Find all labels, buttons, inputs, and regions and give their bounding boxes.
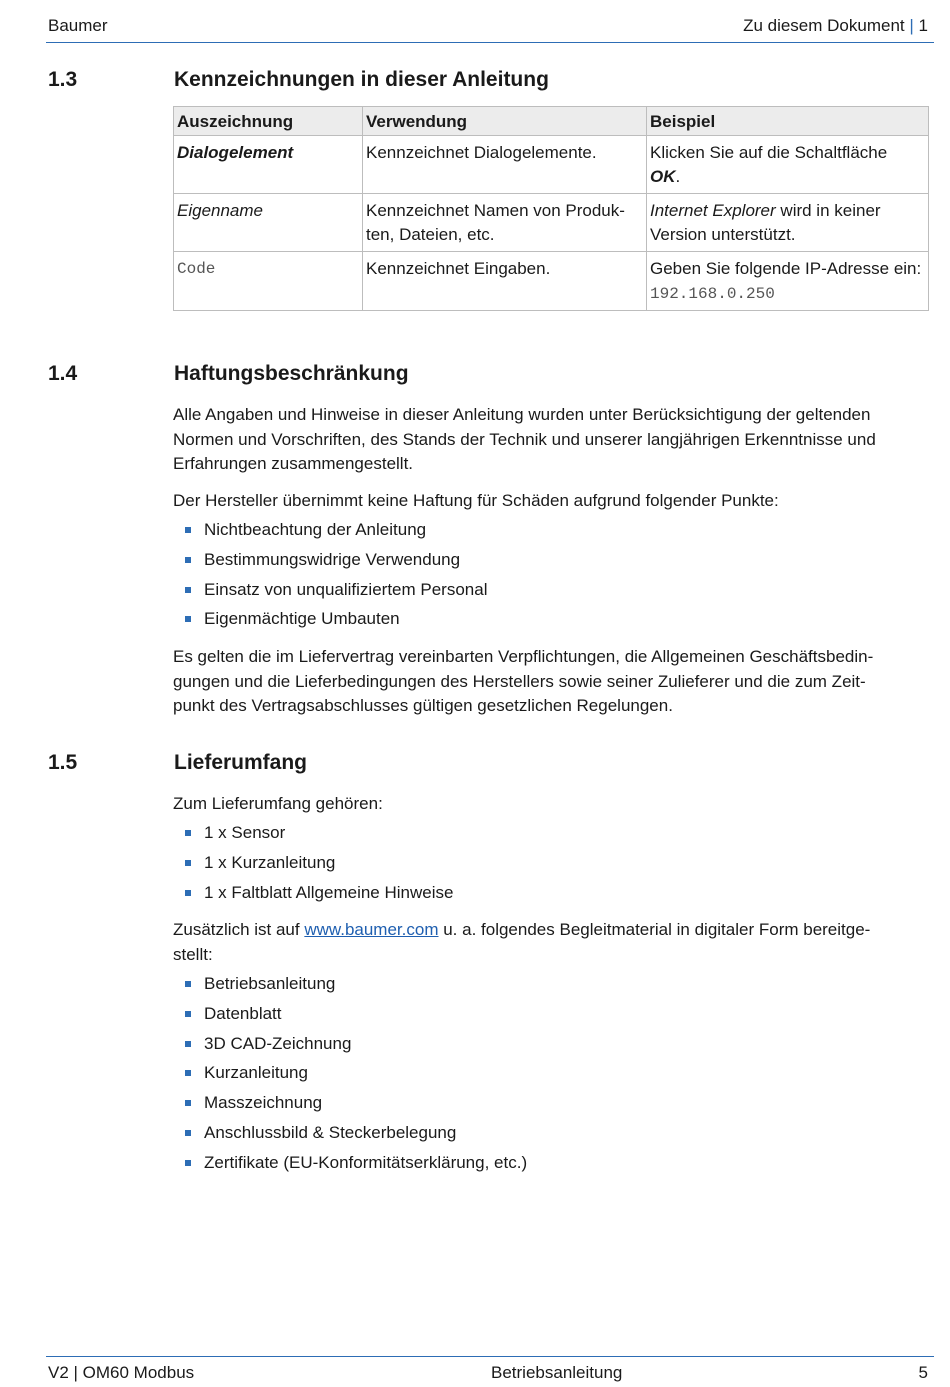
section-heading-1-5	[48, 751, 307, 775]
section-number: 1.3	[48, 68, 78, 91]
markings-table	[173, 106, 929, 311]
table-cell-example	[647, 136, 929, 194]
example-button-name: OK	[650, 167, 676, 186]
section-title: Lieferumfang	[174, 751, 308, 774]
page-footer	[46, 1356, 934, 1387]
table-cell-usage: Kennzeichnet Dialogelemente.	[363, 136, 647, 194]
table-cell-mark: Code	[174, 252, 363, 311]
list-item: Zertifikate (EU-Konformitätserklärung, etc.)	[173, 1151, 527, 1181]
section-number: 1.4	[48, 362, 78, 385]
header-chapter	[743, 16, 928, 36]
table-row	[174, 136, 929, 194]
list-item: Anschlussbild & Steckerbelegung	[173, 1121, 527, 1151]
table-cell-usage: Kennzeichnet Namen von Produk- ten, Dateien, etc.	[363, 194, 647, 252]
header-chapter-number: 1	[918, 16, 928, 35]
liability-list	[173, 518, 487, 637]
liability-paragraph-3: Es gelten die im Liefervertrag vereinbarten Verpflichtungen, die Allgemeinen Geschäftsbedin- gungen und die Lieferbedingungen des Herstellers sowie seiner Zulieferer und die zum Zeit- punkt des Vertragsabschlusses gültigen gesetzlichen Regelungen.	[173, 647, 874, 715]
header-brand: Baumer	[48, 16, 108, 35]
example-product-name: Internet Explorer	[650, 201, 776, 220]
digital-material-prefix: Zusätzlich ist auf	[173, 920, 305, 939]
list-item: Einsatz von unqualifiziertem Personal	[173, 578, 487, 608]
list-item: 3D CAD-Zeichnung	[173, 1032, 527, 1062]
section-title: Kennzeichnungen in dieser Anleitung	[174, 68, 549, 91]
page-header	[46, 14, 934, 43]
footer-page-number: 5	[918, 1363, 928, 1382]
list-item: Datenblatt	[173, 1002, 527, 1032]
table-row	[174, 252, 929, 311]
list-item: Betriebsanleitung	[173, 972, 527, 1002]
liability-paragraph-1: Alle Angaben und Hinweise in dieser Anleitung wurden unter Berücksichtigung der geltenden Normen und Vorschriften, des Stands der Technik und unserer langjährigen Erkenntnisse und Erfahrungen zusammengestellt.	[173, 405, 876, 473]
example-text: Klicken Sie auf die Schaltfläche	[650, 143, 888, 162]
example-text: Geben Sie folgende IP-Adresse ein:	[650, 259, 922, 278]
table-header-cell: Beispiel	[647, 107, 929, 136]
digital-material-list	[173, 972, 527, 1181]
section-title: Haftungsbeschränkung	[174, 362, 409, 385]
list-item: 1 x Faltblatt Allgemeine Hinweise	[173, 881, 453, 911]
table-cell-example	[647, 194, 929, 252]
header-chapter-title: Zu diesem Dokument	[743, 16, 905, 35]
list-item: Bestimmungswidrige Verwendung	[173, 548, 487, 578]
footer-version: V2 | OM60 Modbus	[48, 1363, 195, 1382]
table-header-cell: Verwendung	[363, 107, 647, 136]
table-cell-usage: Kennzeichnet Eingaben.	[363, 252, 647, 311]
list-item: 1 x Kurzanleitung	[173, 851, 453, 881]
table-row	[174, 194, 929, 252]
header-separator: |	[909, 16, 914, 35]
section-heading-1-4	[48, 362, 409, 386]
liability-paragraph-2: Der Hersteller übernimmt keine Haftung für Schäden aufgrund folgender Punkte:	[173, 491, 779, 510]
list-item: Eigenmächtige Umbauten	[173, 607, 487, 637]
table-cell-mark: Dialogelement	[174, 136, 363, 194]
list-item: Masszeichnung	[173, 1091, 527, 1121]
digital-material-paragraph: Zusätzlich ist auf www.baumer.com u. a. folgendes Begleitmaterial in digitaler Form bereitge- stellt:	[173, 920, 871, 964]
example-code: 192.168.0.250	[650, 285, 775, 303]
table-header-cell: Auszeichnung	[174, 107, 363, 136]
example-suffix: .	[675, 167, 681, 186]
list-item: 1 x Sensor	[173, 821, 453, 851]
example-suffix: wird in keiner Version unterstützt.	[650, 201, 881, 244]
table-cell-example	[647, 252, 929, 311]
section-heading-1-3	[48, 68, 549, 92]
scope-list	[173, 821, 453, 910]
table-cell-mark: Eigenname	[174, 194, 363, 252]
list-item: Nichtbeachtung der Anleitung	[173, 518, 487, 548]
section-number: 1.5	[48, 751, 78, 774]
table-header-row	[174, 107, 929, 136]
list-item: Kurzanleitung	[173, 1061, 527, 1091]
footer-doc-type: Betriebsanleitung	[491, 1363, 623, 1382]
baumer-website-link[interactable]: www.baumer.com	[304, 920, 439, 939]
scope-intro: Zum Lieferumfang gehören:	[173, 794, 383, 813]
